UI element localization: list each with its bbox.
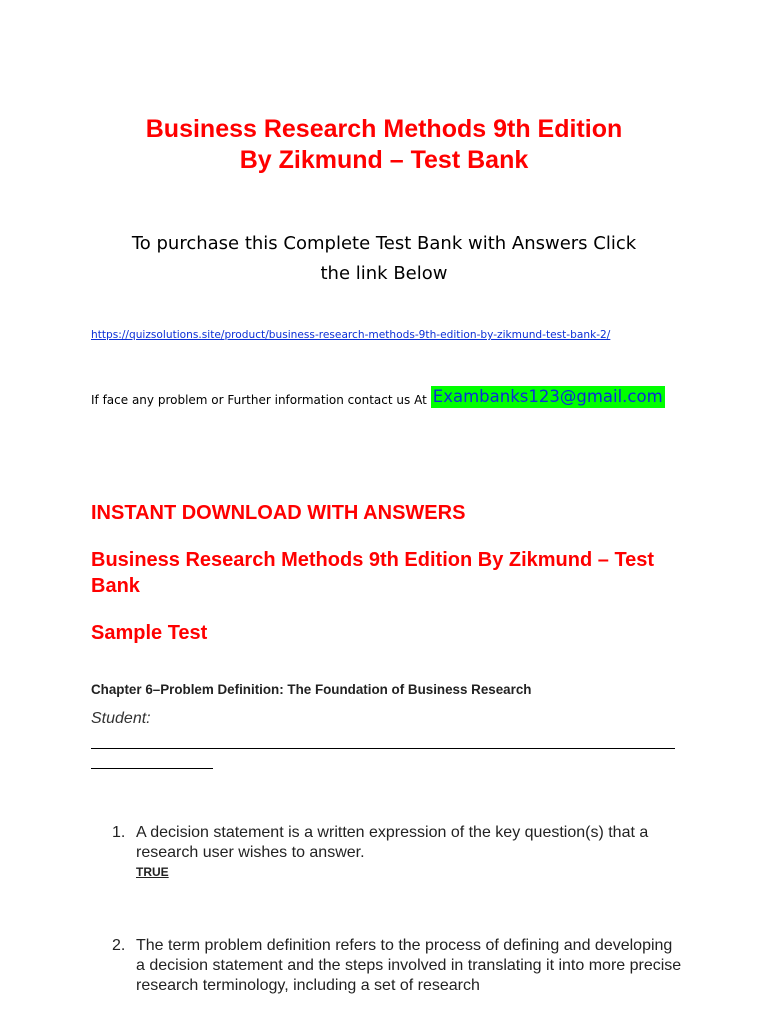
- question-text: A decision statement is a written expression of the key question(s) that a research user wishes to answer.: [136, 824, 649, 861]
- student-name-line: [91, 748, 675, 749]
- chapter-heading: Chapter 6–Problem Definition: The Foundation of Business Research: [91, 682, 532, 697]
- book-heading: Business Research Methods 9th Edition By Zikmund – Test Bank: [91, 549, 655, 597]
- sample-test-heading: Sample Test: [91, 622, 208, 644]
- purchase-instructions: [0, 229, 768, 289]
- title-line-2: By Zikmund – Test Bank: [239, 146, 529, 174]
- instant-download-heading: INSTANT DOWNLOAD WITH ANSWERS: [91, 502, 466, 524]
- product-link[interactable]: https://quizsolutions.site/product/business-research-methods-9th-edition-by-zikmund-test-bank-2/: [91, 329, 611, 341]
- student-name-line-continued: [91, 768, 213, 769]
- question-item: [112, 936, 682, 996]
- question-number: 2.: [112, 937, 126, 954]
- title-line-1: Business Research Methods 9th Edition: [145, 115, 623, 143]
- purchase-line-2: the link Below: [320, 263, 448, 284]
- purchase-line-1: To purchase this Complete Test Bank with Answers Click: [131, 233, 637, 254]
- question-body: [136, 936, 682, 996]
- question-number: 1.: [112, 824, 126, 841]
- student-label: Student:: [91, 710, 151, 727]
- contact-line: [91, 386, 665, 408]
- document-title: [0, 114, 768, 176]
- contact-text: If face any problem or Further information contact us At: [91, 393, 427, 407]
- question-item: [112, 823, 682, 880]
- contact-email-link[interactable]: Exambanks123@gmail.com: [432, 387, 663, 406]
- question-text: The term problem definition refers to the process of defining and developing a decision statement and the steps involved in translating it into more precise research terminology, including a set of research: [136, 937, 682, 994]
- question-answer: TRUE: [136, 865, 169, 879]
- question-body: [136, 823, 682, 880]
